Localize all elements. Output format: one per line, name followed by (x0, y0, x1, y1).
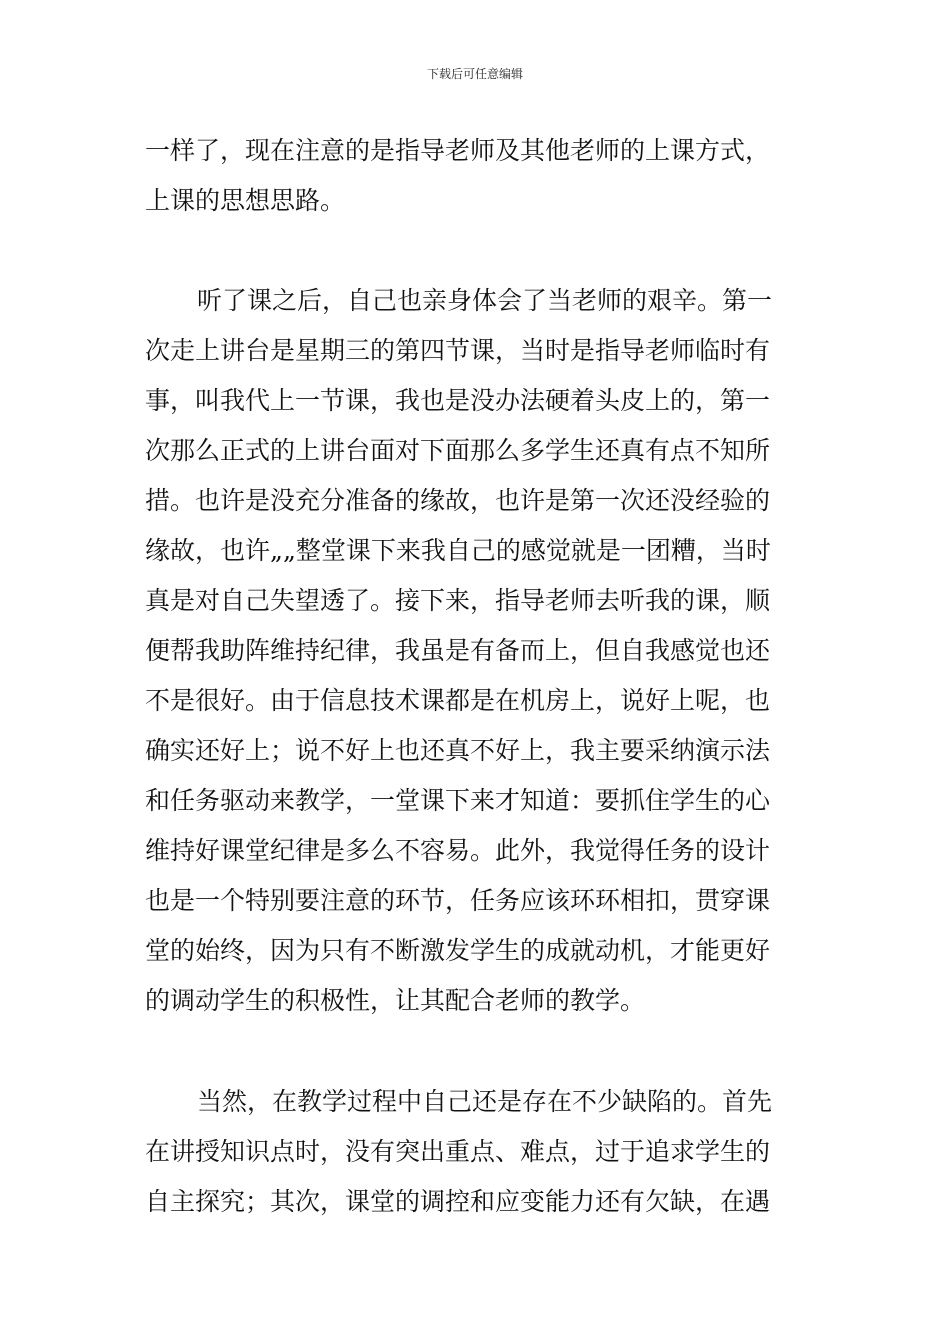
paragraph-3 (145, 1077, 815, 1227)
paragraph-line: 也是一个特别要注意的环节，任务应该环环相扣，贯穿课 (145, 886, 771, 915)
paragraph-line: 和任务驱动来教学，一堂课下来才知道：要抓住学生的心 (145, 786, 771, 815)
paragraph-line: 当然，在教学过程中自己还是存在不少缺陷的。首先 (197, 1087, 773, 1116)
paragraph-line: 在讲授知识点时，没有突出重点、难点，过于追求学生的 (145, 1137, 771, 1166)
paragraph-line: 的调动学生的积极性，让其配合老师的教学。 (145, 986, 646, 1015)
paragraph-line: 维持好课堂纪律是多么不容易。此外，我觉得任务的设计 (145, 836, 771, 865)
paragraph-line: 确实还好上；说不好上也还真不好上，我主要采纳演示法 (145, 736, 771, 765)
paragraph-line: 上课的思想思路。 (145, 186, 346, 215)
paragraph-line: 便帮我助阵维持纪律，我虽是有备而上，但自我感觉也还 (145, 636, 771, 665)
paragraph-line: 事，叫我代上一节课，我也是没办法硬着头皮上的，第一 (145, 386, 771, 415)
paragraph-line: 次走上讲台是星期三的第四节课，当时是指导老师临时有 (145, 336, 771, 365)
paragraph-line: 听了课之后，自己也亲身体会了当老师的艰辛。第一 (197, 286, 773, 315)
paragraph-line: 堂的始终，因为只有不断激发学生的成就动机，才能更好 (145, 936, 771, 965)
paragraph-line: 一样了，现在注意的是指导老师及其他老师的上课方式， (145, 136, 771, 165)
paragraph-line: 缘故，也许„„整堂课下来我自己的感觉就是一团糟，当时 (145, 536, 771, 565)
paragraph-1 (145, 126, 815, 226)
paragraph-line: 措。也许是没充分准备的缘故，也许是第一次还没经验的 (145, 486, 771, 515)
paragraph-2 (145, 276, 815, 1026)
paragraph-line: 不是很好。由于信息技术课都是在机房上，说好上呢，也 (145, 686, 771, 715)
paragraph-line: 真是对自己失望透了。接下来，指导老师去听我的课，顺 (145, 586, 771, 615)
paragraph-line: 次那么正式的上讲台面对下面那么多学生还真有点不知所 (145, 436, 771, 465)
page-header: 下载后可任意编辑 (426, 67, 523, 81)
paragraph-line: 自主探究；其次，课堂的调控和应变能力还有欠缺，在遇 (145, 1187, 771, 1216)
